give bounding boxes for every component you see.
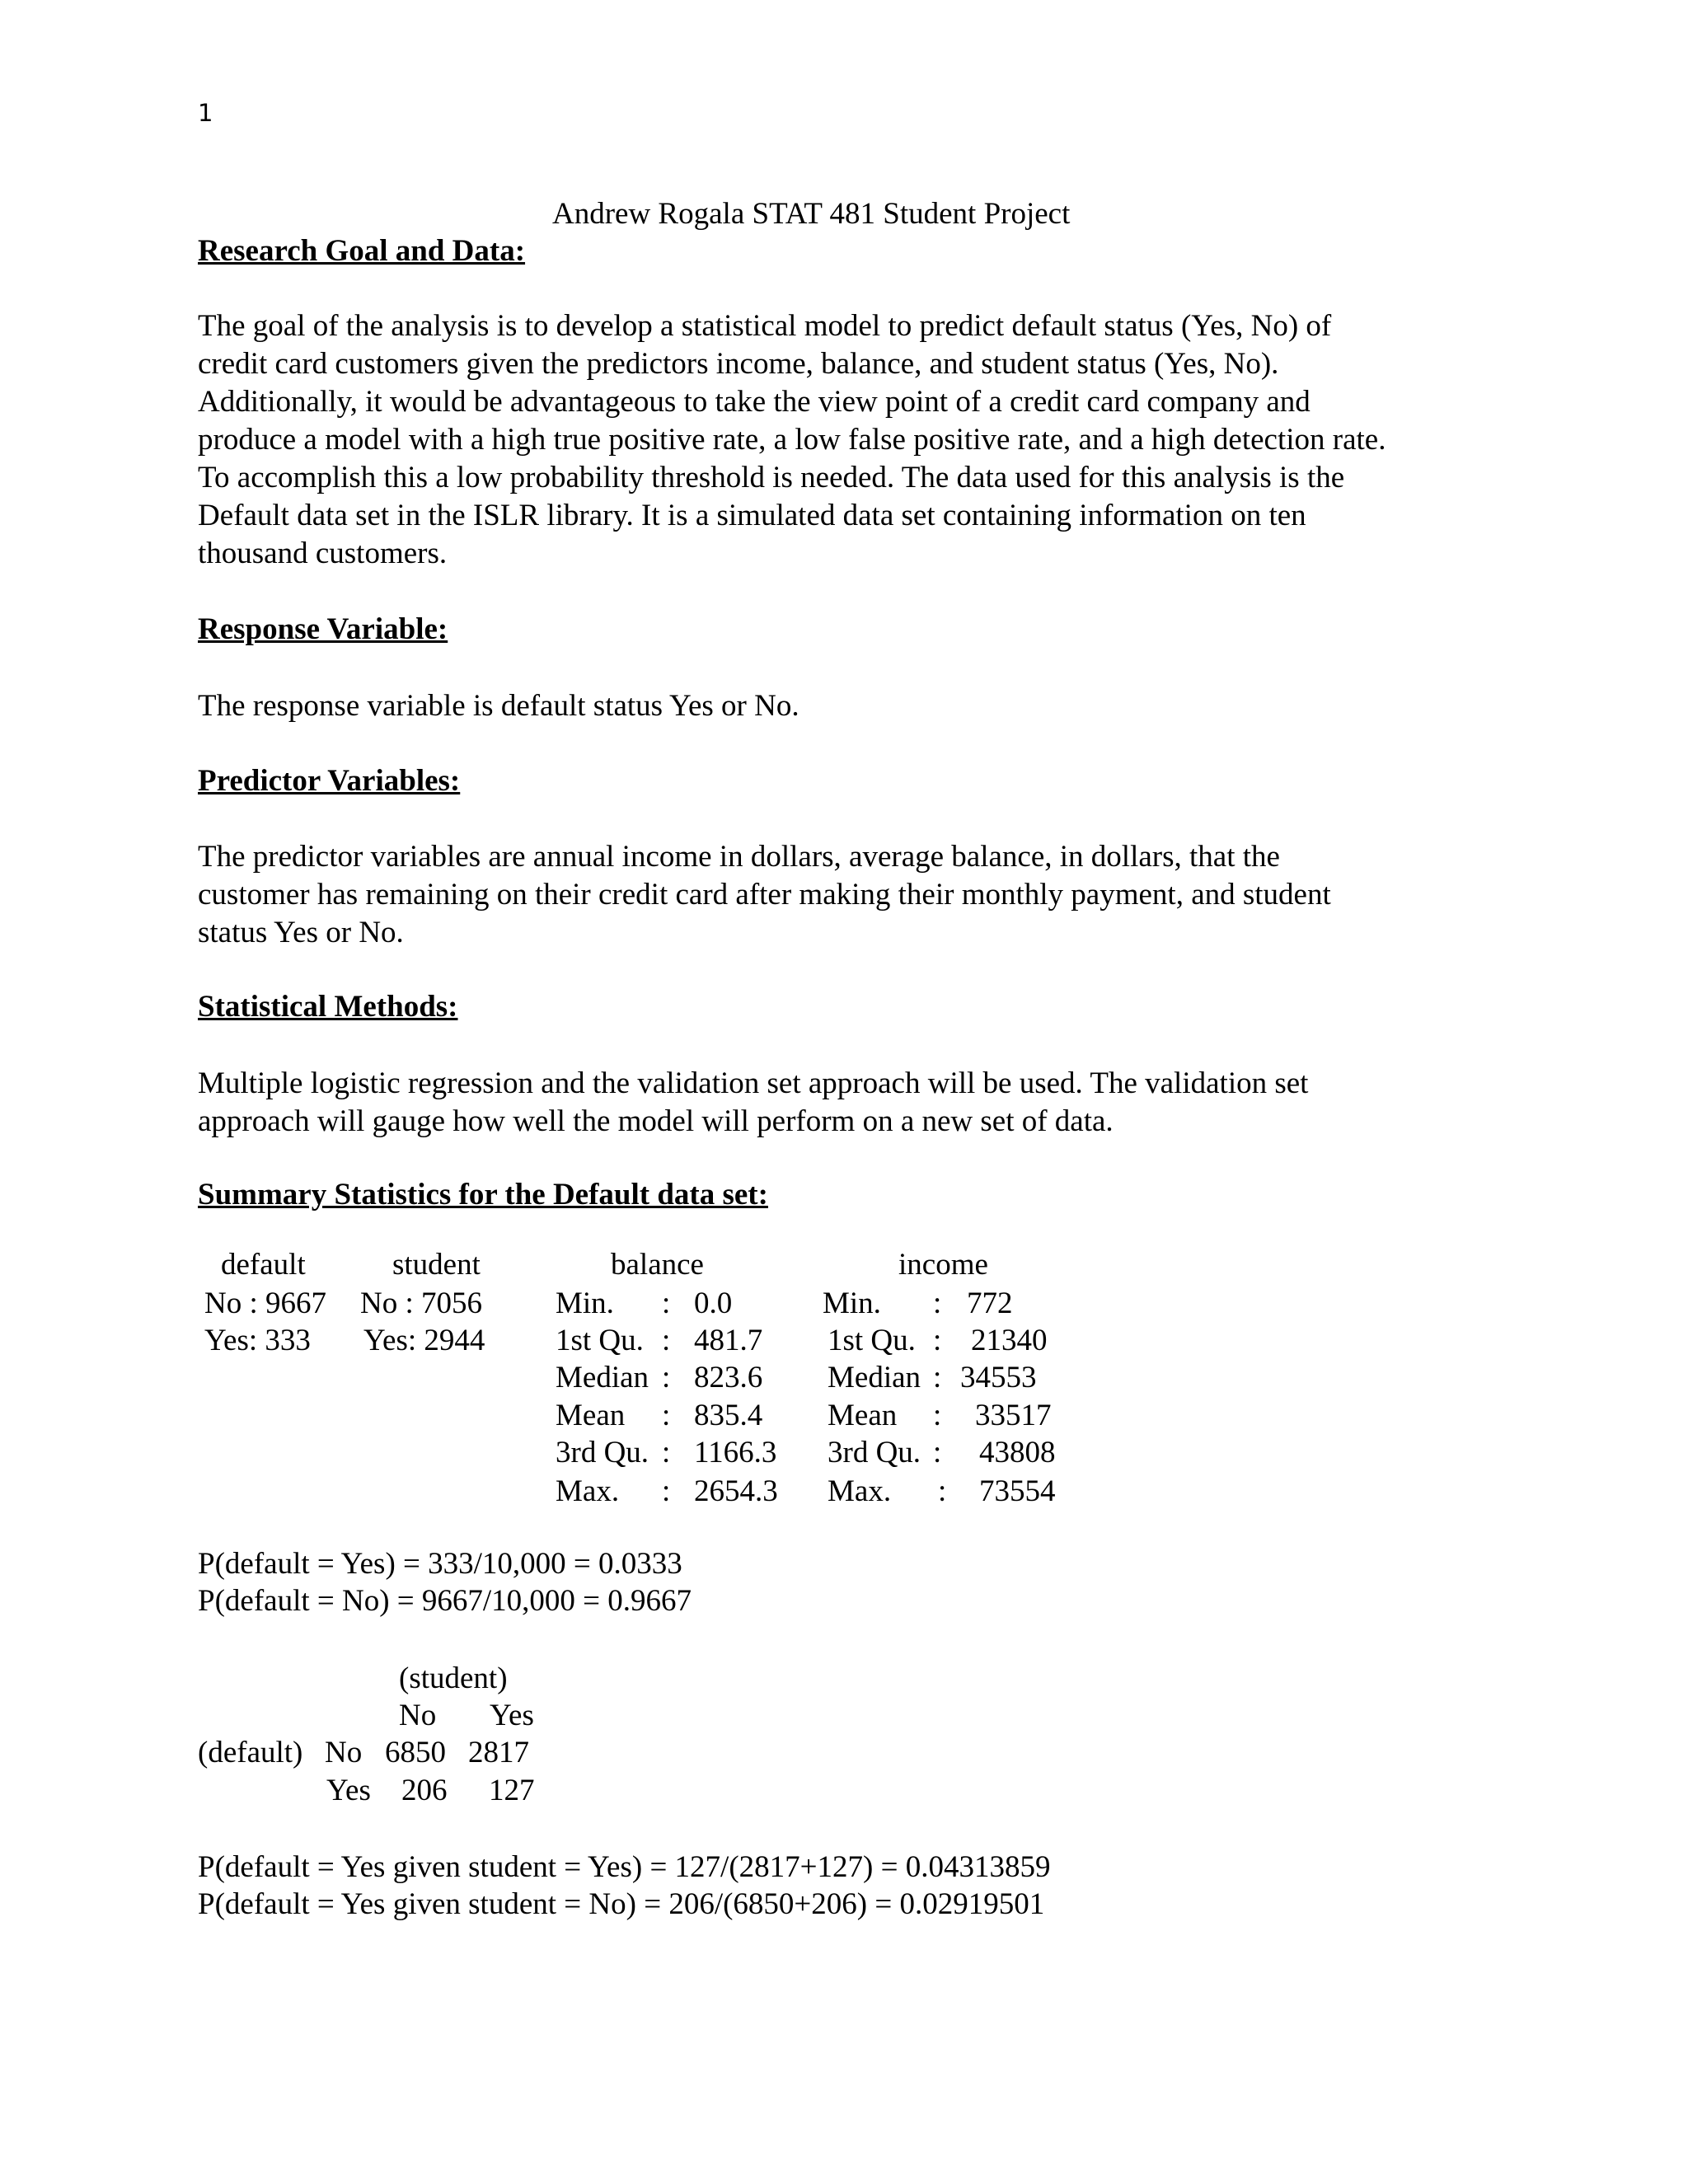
research-line: thousand customers. — [198, 537, 448, 570]
colon: : — [662, 1361, 671, 1394]
methods-line: approach will gauge how well the model will perform on a new set of data. — [198, 1104, 1114, 1138]
colon: : — [662, 1286, 671, 1320]
income-value: 73554 — [979, 1474, 1056, 1508]
methods-heading: Statistical Methods: — [198, 990, 458, 1024]
income-label: Mean — [828, 1399, 898, 1432]
crosstab-col-no: No — [399, 1699, 437, 1732]
balance-value: 481.7 — [694, 1324, 763, 1357]
predictor-line: status Yes or No. — [198, 916, 404, 949]
header-income: income — [898, 1248, 988, 1282]
colon: : — [933, 1286, 942, 1320]
research-paragraph — [198, 307, 1517, 573]
student-yes: Yes: 2944 — [363, 1324, 485, 1357]
balance-value: 0.0 — [694, 1286, 733, 1320]
header-default: default — [221, 1248, 306, 1282]
crosstab-row-var: (default) — [198, 1736, 303, 1769]
default-no: No : 9667 — [204, 1286, 326, 1320]
colon: : — [662, 1436, 671, 1469]
predictor-line: The predictor variables are annual income in dollars, average balance, in dollars, that the — [198, 840, 1280, 874]
probability-line: P(default = No) = 9667/10,000 = 0.9667 — [198, 1584, 692, 1618]
predictor-line: customer has remaining on their credit card after making their monthly payment, and student — [198, 878, 1331, 912]
research-heading: Research Goal and Data: — [198, 234, 526, 268]
crosstab-cell: 2817 — [468, 1736, 529, 1769]
balance-label: Median — [556, 1361, 649, 1394]
balance-value: 835.4 — [694, 1399, 763, 1432]
balance-label: Mean — [556, 1399, 626, 1432]
student-no: No : 7056 — [360, 1286, 482, 1320]
default-yes: Yes: 333 — [204, 1324, 311, 1357]
research-line: produce a model with a high true positive rate, a low false positive rate, and a high detection rate. — [198, 423, 1386, 457]
colon: : — [662, 1399, 671, 1432]
header-balance: balance — [611, 1248, 704, 1282]
conditional-probability-line: P(default = Yes given student = No) = 206/(6850+206) = 0.02919501 — [198, 1887, 1045, 1921]
methods-line: Multiple logistic regression and the validation set approach will be used. The validation set — [198, 1066, 1309, 1100]
response-line: The response variable is default status Yes or No. — [198, 689, 799, 723]
page-number: 1 — [198, 99, 213, 127]
balance-label: Max. — [556, 1474, 620, 1508]
income-value: 33517 — [975, 1399, 1052, 1432]
colon: : — [933, 1324, 942, 1357]
research-line: Additionally, it would be advantageous to take the view point of a credit card company and — [198, 385, 1311, 419]
income-label: Median — [828, 1361, 921, 1394]
summary-heading: Summary Statistics for the Default data set: — [198, 1178, 768, 1212]
crosstab-row-yes: Yes — [326, 1774, 371, 1807]
colon: : — [933, 1361, 942, 1394]
header-student: student — [392, 1248, 481, 1282]
crosstab-col-yes: Yes — [490, 1699, 534, 1732]
income-label: 1st Qu. — [828, 1324, 916, 1357]
predictor-heading: Predictor Variables: — [198, 764, 461, 798]
balance-value: 1166.3 — [694, 1436, 777, 1469]
document-title: Andrew Rogala STAT 481 Student Project — [552, 197, 1071, 231]
research-line: The goal of the analysis is to develop a statistical model to predict default status (Yes, No) of — [198, 309, 1332, 343]
income-value: 43808 — [979, 1436, 1056, 1469]
methods-paragraph — [198, 1065, 1517, 1141]
income-value: 34553 — [960, 1361, 1037, 1394]
conditional-probability-line: P(default = Yes given student = Yes) = 127/(2817+127) = 0.04313859 — [198, 1850, 1051, 1884]
colon: : — [662, 1474, 671, 1508]
balance-label: Min. — [556, 1286, 614, 1320]
income-label: Max. — [828, 1474, 892, 1508]
colon: : — [933, 1436, 942, 1469]
research-line: Default data set in the ISLR library. It is a simulated data set containing information on ten — [198, 499, 1306, 532]
crosstab-cell: 206 — [401, 1774, 448, 1807]
crosstab-row-no: No — [325, 1736, 363, 1769]
research-line: credit card customers given the predictors income, balance, and student status (Yes, No). — [198, 347, 1279, 381]
income-value: 772 — [967, 1286, 1013, 1320]
balance-label: 3rd Qu. — [556, 1436, 649, 1469]
income-label: 3rd Qu. — [828, 1436, 921, 1469]
crosstab-col-var: (student) — [399, 1661, 508, 1695]
colon: : — [662, 1324, 671, 1357]
income-label: Min. — [823, 1286, 881, 1320]
predictor-paragraph — [198, 838, 1517, 952]
crosstab-cell: 127 — [489, 1774, 535, 1807]
probability-line: P(default = Yes) = 333/10,000 = 0.0333 — [198, 1547, 682, 1581]
balance-value: 2654.3 — [694, 1474, 778, 1508]
colon: : — [938, 1474, 947, 1508]
balance-label: 1st Qu. — [556, 1324, 644, 1357]
response-paragraph — [198, 687, 1517, 725]
income-value: 21340 — [971, 1324, 1048, 1357]
colon: : — [933, 1399, 942, 1432]
crosstab-cell: 6850 — [385, 1736, 446, 1769]
response-heading: Response Variable: — [198, 612, 448, 646]
balance-value: 823.6 — [694, 1361, 763, 1394]
research-line: To accomplish this a low probability threshold is needed. The data used for this analysis is the — [198, 461, 1345, 494]
